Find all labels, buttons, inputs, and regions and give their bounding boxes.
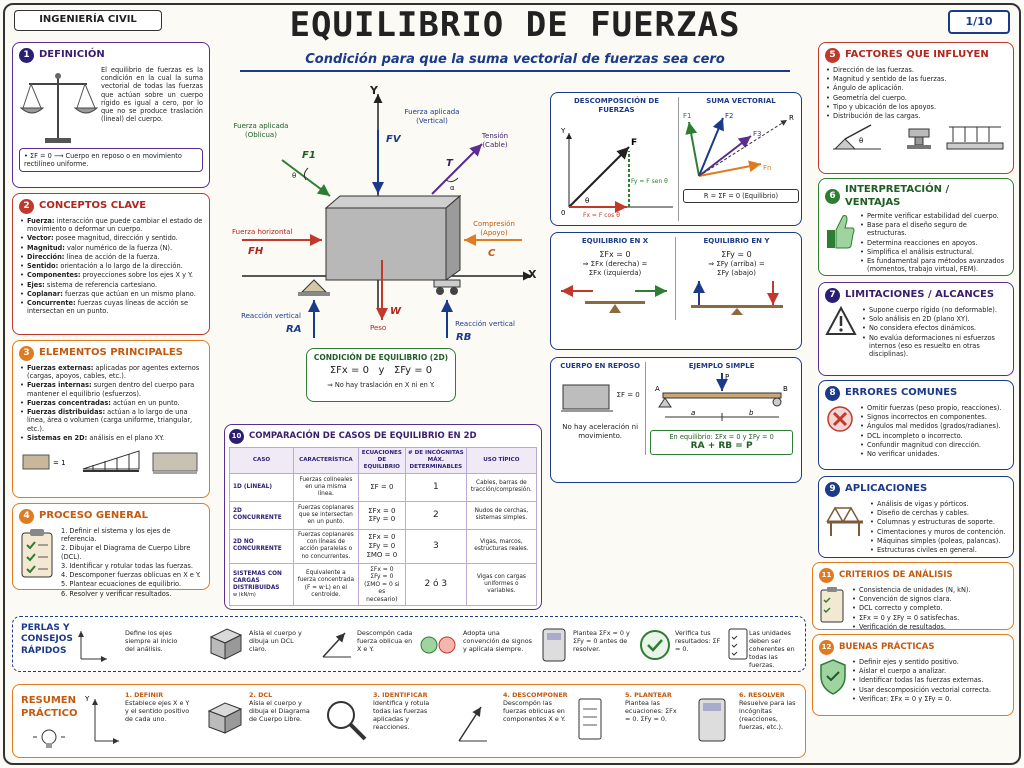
limitaciones-card [818, 282, 1014, 376]
clipboard-icon [19, 527, 55, 581]
table-header: # DE INCÓGNITAS MÁX. DETERMINABLES [405, 448, 466, 474]
factores-card [818, 42, 1014, 174]
block-top [326, 196, 460, 208]
svg-text:b: b [748, 408, 754, 417]
interpretacion-header [825, 184, 1007, 209]
list-item: • Verificar: ΣFx = 0 y ΣFy = 0. [859, 695, 991, 703]
table-header: ECUACIONES DE EQUILIBRIO [358, 448, 405, 474]
list-item: • Coplanar: fuerzas que actúan en un mismo plano. [27, 290, 203, 298]
errores-header [825, 386, 1007, 401]
equilibrio-x-title: EQUILIBRIO EN X [581, 237, 649, 245]
compression-label: C [488, 248, 496, 259]
list-item: • Tipo y ubicación de los apoyos. [833, 103, 1007, 111]
table-header: CASO [230, 448, 294, 474]
equilibrio-y-line1: ⇒ ΣFy (arriba) = [708, 259, 765, 268]
criterios-header [819, 568, 1007, 583]
list-item: • Fuerzas concentradas: actúan en un punto. [27, 399, 203, 407]
list-item: • Fuerzas externas: aplicadas por agentes externos (cargas, apoyos, cables, etc.). [27, 364, 203, 380]
list-item: • Ángulo de aplicación. [833, 84, 1007, 92]
svg-text:a: a [690, 408, 695, 417]
condicion-note: ⇒ No hay traslación en X ni en Y. [327, 380, 435, 389]
fv-caption: Fuerza aplicada (Vertical) [404, 108, 460, 125]
tension-caption: Tensión (Cable) [481, 132, 509, 149]
resumen-card [12, 684, 806, 758]
list-item: • Verificación de resultados. [859, 623, 971, 631]
svg-text:Y: Y [561, 126, 566, 135]
list-item: • Concurrente: fuerzas cuyas líneas de acción se intersectan en un punto. [27, 299, 203, 315]
factores-number: 5 [825, 48, 840, 63]
elementos-card [12, 340, 210, 498]
equilibrio-x-eq: ΣFx = 0 [599, 249, 631, 259]
list-item: • Dirección: línea de acción de la fuerza. [27, 253, 203, 261]
list-item: • Confundir magnitud con dirección. [867, 441, 1002, 449]
list-item: • Fuerzas distribuidas: actúan a lo largo de una línea, área o volumen (carga uniforme, triangular, etc.). [27, 408, 203, 433]
elementos-title: ELEMENTOS PRINCIPALES [39, 347, 183, 359]
buenas-number: 12 [819, 640, 834, 655]
list-item: • DCL incompleto o incorrecto. [867, 432, 1002, 440]
resumen-step-5: 5. PLANTEAR Plantea las ecuaciones: ΣFx = 0. ΣFy = 0. [625, 691, 677, 723]
resumen-step-1: 1. DEFINIR Establece ejes X e Y y el sentido positivo de cada uno. [125, 691, 190, 723]
list-item: • Omitir fuerzas (peso propio, reacciones). [867, 404, 1002, 412]
page-title: EQUILIBRIO DE FUERZAS [289, 5, 741, 45]
condicion-card [306, 348, 456, 402]
list-item: • Sistemas en 2D: análisis en el plano XY. [27, 434, 203, 442]
list-item: • Solo análisis en 2D (plano XY). [869, 315, 1007, 323]
list-item: • Máquinas simples (poleas, palancas). [877, 537, 1005, 545]
list-item: • Permite verificar estabilidad del cuerpo. [867, 212, 1007, 220]
perlas-title: PERLAS Y CONSEJOS RÁPIDOS [21, 623, 73, 656]
condicion-equations: ΣFx = 0 y ΣFy = 0 [329, 365, 433, 377]
equilibrio-xy-card [550, 232, 802, 350]
comparacion-title: COMPARACIÓN DE CASOS DE EQUILIBRIO EN 2D [249, 431, 477, 442]
limitaciones-list [861, 306, 1007, 359]
svg-text:θ: θ [859, 137, 864, 146]
thumbs-up-icon [825, 212, 855, 252]
limitaciones-title: LIMITACIONES / ALCANCES [845, 289, 995, 301]
list-item: • Ejes: sistema de referencia cartesiano. [27, 281, 203, 289]
list-item: • Magnitud: valor numérico de la fuerza (N). [27, 244, 203, 252]
list-item: • Es fundamental para métodos avanzados (momentos, trabajo virtual, FEM). [867, 257, 1007, 273]
table-header: USO TÍPICO [466, 448, 536, 474]
equilibrio-x-line1: ⇒ ΣFx (derecha) = [582, 259, 648, 268]
list-item: • Dirección de las fuerzas. [833, 66, 1007, 74]
tip-text: Verifica tus resultados: ΣF = 0. [675, 629, 721, 653]
definicion-formula: • ΣF = 0 ⟶ Cuerpo en reposo o en movimiento rectilíneo uniforme. [19, 148, 203, 172]
list-item: • Sentido: orientación a lo largo de la dirección. [27, 262, 203, 270]
reposo-title: CUERPO EN REPOSO [560, 362, 641, 370]
interpretacion-list [859, 212, 1007, 275]
simple-beam-diagram [647, 371, 797, 427]
conceptos-list [19, 217, 203, 316]
list-item: 2. Dibujar el Diagrama de Cuerpo Libre (DCL). [61, 544, 191, 561]
svg-text:F1: F1 [683, 111, 692, 120]
list-item: • Vector: posee magnitud, dirección y sentido. [27, 234, 203, 242]
criterios-card [812, 562, 1014, 630]
table-row: 1D (LINEAL) Fuerzas colineales en una misma línea. ΣF = 0 1 Cables, barras de tracción/compresión. [230, 473, 537, 501]
fh-caption: Fuerza horizontal [232, 228, 293, 236]
list-item: • Fuerza: interacción que puede cambiar el estado de movimiento o deformar un cuerpo. [27, 217, 203, 233]
svg-text:A: A [654, 384, 660, 393]
roller-support [434, 280, 460, 287]
svg-text:Fy = F sen θ: Fy = F sen θ [631, 177, 668, 185]
elementos-number: 3 [19, 346, 34, 361]
interpretacion-title: INTERPRETACIÓN / VENTAJAS [845, 184, 950, 208]
svg-text:B: B [782, 384, 788, 393]
equilibrio-y-title: EQUILIBRIO EN Y [703, 237, 770, 245]
factores-title: FACTORES QUE INFLUYEN [845, 49, 989, 61]
block [326, 208, 446, 280]
comparacion-header [229, 429, 537, 444]
aplicaciones-title: APLICACIONES [845, 483, 928, 495]
list-item: • Análisis de vigas y pórticos. [877, 500, 1005, 508]
table-row: 2D NO CONCURRENTE Fuerzas coplanares con líneas de acción paralelas o no concurrentes. ΣFx = 0 ΣFy = 0 ΣMO = 0 3 Vigas, marcos, estructuras reales. [230, 529, 537, 563]
definicion-text: El equilibrio de fuerzas es la condición en la cual la suma vectorial de todas las fuerzas que actúan sobre un cuerpo rígido es igual a cero, por lo que no se produce traslación (lineal) del cuerpo. [101, 66, 203, 124]
fv-label: FV [386, 134, 401, 145]
list-item: • Simplifica el análisis estructural. [867, 248, 1007, 256]
compression-caption: Compresión (Apoyo) [473, 220, 515, 237]
decomposition-diagram [555, 115, 679, 219]
limitaciones-number: 7 [825, 288, 840, 303]
factors-illustration [825, 121, 1009, 155]
weight-label: W [390, 306, 402, 317]
buenas-list [851, 658, 991, 704]
equilibrio-x-line2: ΣFx (izquierda) [588, 268, 642, 277]
descomposicion-title: DESCOMPOSICIÓN DE FUERZAS [574, 97, 659, 114]
criterios-number: 11 [819, 568, 834, 583]
elementos-list [19, 364, 203, 442]
list-item: • Magnitud y sentido de las fuerzas. [833, 75, 1007, 83]
svg-text:θ: θ [585, 196, 590, 205]
conceptos-header [19, 199, 203, 214]
aplicaciones-card [818, 476, 1014, 558]
list-item: 4. Descomponer fuerzas oblicuas en X e Y. [61, 571, 201, 580]
f1-label: F1 [302, 150, 316, 161]
limitaciones-header [825, 288, 1007, 303]
aplicaciones-number: 9 [825, 482, 840, 497]
x-axis-label: X [528, 268, 537, 281]
tip-text: Adopta una convención de signos y aplícala siempre. [463, 629, 532, 653]
lightbulb-icon [31, 727, 67, 751]
svg-text:F3: F3 [753, 129, 762, 138]
list-item: • Columnas y estructuras de soporte. [877, 518, 1005, 526]
conceptos-number: 2 [19, 199, 34, 214]
list-item: • Definir ejes y sentido positivo. [859, 658, 991, 666]
list-item: • Fuerzas internas: surgen dentro del cuerpo para mantener el equilibrio (esfuerzos). [27, 381, 203, 397]
list-item: • No evalúa deformaciones ni esfuerzos internos (eso es resuelto en otras disciplinas). [869, 334, 1007, 359]
interpretacion-card [818, 178, 1014, 276]
elementos-header [19, 346, 203, 361]
alpha-label: α [450, 184, 455, 192]
balance-scale-icon [19, 66, 97, 146]
comparacion-number: 10 [229, 429, 244, 444]
list-item: • Geometría del cuerpo. [833, 94, 1007, 102]
y-axis-label: Y [370, 84, 378, 97]
block-side [446, 196, 460, 280]
checklist-icon [819, 586, 847, 626]
aplicaciones-list [869, 500, 1005, 555]
list-item: • Componentes: proyecciones sobre los ejes X y Y. [27, 271, 203, 279]
list-item: • Aislar el cuerpo a analizar. [859, 667, 991, 675]
proceso-number: 4 [19, 509, 34, 524]
page-subtitle: Condición para que la suma vectorial de fuerzas sea cero [240, 52, 790, 72]
interpretacion-number: 6 [825, 189, 840, 204]
tip-text: Las unidades deben ser coherentes en todas las fuerzas. [749, 629, 795, 669]
vector-sum-result: R = ΣF = 0 (Equilibrio) [683, 189, 799, 203]
list-item: • ΣFx = 0 y ΣFy = 0 satisfechas. [859, 614, 971, 622]
suma-vectorial-title: SUMA VECTORIAL [706, 97, 776, 105]
list-item: • Base para el diseño seguro de estructuras. [867, 221, 1007, 237]
resumen-step-2: 2. DCL Aísla el cuerpo y dibuja el Diagrama de Cuerpo Libre. [249, 691, 310, 723]
errores-number: 8 [825, 386, 840, 401]
reposo-eq: ΣF = 0 [616, 391, 640, 400]
proceso-header [19, 509, 203, 524]
tip-text: Define los ejes siempre al inicio del análisis. [125, 629, 178, 653]
resumen-title: RESUMEN PRÁCTICO [21, 695, 78, 719]
reaction-a-caption: Reacción vertical [241, 312, 301, 320]
conceptos-card [12, 193, 210, 335]
proceso-steps [61, 527, 203, 599]
svg-text:= 1: = 1 [53, 459, 66, 468]
error-x-icon [825, 404, 855, 434]
factores-list [825, 66, 1007, 120]
buenas-title: BUENAS PRÁCTICAS [839, 642, 935, 653]
list-item: • Cimentaciones y muros de contención. [877, 528, 1005, 536]
definicion-card [12, 42, 210, 188]
theta-label: θ [292, 172, 297, 180]
table-row: 2D CONCURRENTE Fuerzas coplanares que se intersectan en un punto. ΣFx = 0 ΣFy = 0 2 Nudos de cerchas, sistemas simples. [230, 501, 537, 529]
resumen-step-3: 3. IDENTIFICAR Identifica y rotula todas las fuerzas aplicadas y reacciones. [373, 691, 430, 731]
definicion-header [19, 48, 203, 63]
weight-caption: Peso [370, 324, 387, 332]
proceso-title: PROCESO GENERAL [39, 510, 148, 522]
svg-text:Y: Y [85, 695, 90, 703]
svg-text:R: R [789, 113, 794, 122]
definicion-number: 1 [19, 48, 34, 63]
comparacion-card [224, 424, 542, 610]
list-item: • Convención de signos clara. [859, 595, 971, 603]
list-item: • Ángulos mal medidos (grados/radianes). [867, 422, 1002, 430]
reaction-b-label: RB [456, 332, 472, 343]
list-item: • Usar descomposición vectorial correcta. [859, 686, 991, 694]
svg-text:F: F [631, 137, 638, 148]
reaction-b-caption: Reacción vertical [455, 320, 515, 328]
conceptos-title: CONCEPTOS CLAVE [39, 200, 147, 212]
resumen-step-4: 4. DESCOMPONER Descompón las fuerzas oblicuas en componentes X e Y. [503, 691, 568, 723]
reposo-card [550, 357, 802, 483]
free-body-diagram [222, 80, 542, 410]
list-item: • Signos incorrectos en componentes. [867, 413, 1002, 421]
list-item: 1. Definir el sistema y los ejes de referencia. [61, 527, 171, 544]
list-item: • Consistencia de unidades (N, kN). [859, 586, 971, 594]
buenas-card [812, 634, 1014, 716]
f1-caption: Fuerza aplicada (Oblicua) [233, 122, 289, 139]
list-item: • Supone cuerpo rígido (no deformable). [869, 306, 1007, 314]
svg-text:P: P [724, 372, 729, 381]
criterios-list [851, 586, 971, 632]
svg-text:F2: F2 [725, 111, 734, 120]
equilibrio-y-line2: ΣFy (abajo) [717, 268, 756, 277]
list-item: • No considera efectos dinámicos. [869, 324, 1007, 332]
ejemplo-title: EJEMPLO SIMPLE [688, 362, 755, 370]
pin-support [302, 280, 326, 292]
list-item: • Identificar todas las fuerzas externas. [859, 676, 991, 684]
bridge-icon [825, 500, 865, 540]
svg-text:Fn: Fn [763, 163, 772, 172]
reaction-a-label: RA [286, 324, 302, 335]
descomposicion-card [550, 92, 802, 226]
equilibrio-y-eq: ΣFy = 0 [721, 249, 752, 259]
tip-text: Aísla el cuerpo y dibuja un DCL claro. [249, 629, 302, 653]
list-item: 3. Identificar y rotular todas las fuerzas. [61, 561, 193, 570]
balance-y-illustration [677, 277, 797, 317]
list-item: • Estructuras civiles en general. [877, 546, 1005, 554]
criterios-title: CRITERIOS DE ANÁLISIS [839, 570, 953, 581]
tension-arrow [432, 144, 482, 194]
definicion-title: DEFINICIÓN [39, 49, 105, 61]
proceso-card [12, 503, 210, 598]
table-header: CARACTERÍSTICA [294, 448, 359, 474]
errores-title: ERRORES COMUNES [845, 387, 958, 399]
load-types-illustration [19, 445, 205, 479]
page-number: 1/10 [948, 10, 1010, 34]
buenas-header [819, 640, 1007, 655]
vector-sum-diagram [679, 106, 803, 184]
list-item: • No verificar unidades. [867, 450, 1002, 458]
tip-text: Descompón cada fuerza oblicua en X e Y. [357, 629, 413, 653]
tip-text: Plantea ΣFx = 0 y ΣFy = 0 antes de resolver. [573, 629, 630, 653]
perlas-card [12, 616, 806, 672]
errores-card [818, 380, 1014, 470]
comparison-table [229, 447, 537, 606]
list-item: 5. Plantear ecuaciones de equilibrio. [61, 580, 182, 589]
svg-text:0: 0 [561, 208, 566, 217]
aplicaciones-header [825, 482, 1007, 497]
category-tag: INGENIERÍA CIVIL [14, 10, 162, 31]
list-item: • Diseño de cerchas y cables. [877, 509, 1005, 517]
warning-icon [825, 306, 857, 336]
tension-label: T [446, 158, 453, 169]
list-item: 6. Resolver y verificar resultados. [61, 589, 172, 598]
table-row: SISTEMAS CON CARGAS DISTRIBUIDAS w (kN/m) Equivalente a fuerza concentrada (F = w·L) en el centroide. ΣFx = 0 ΣFy = 0 (ΣMO = 0 si es necesario) 2 ó 3 Vigas con cargas uniformes o variables. [230, 563, 537, 606]
resting-block-icon [561, 379, 613, 413]
list-item: • Distribución de las cargas. [833, 112, 1007, 120]
fh-label: FH [248, 246, 264, 257]
balance-x-illustration [555, 277, 675, 317]
ejemplo-equations: En equilibrio: ΣFx = 0 y ΣFy = 0 RA + RB = P [650, 430, 793, 455]
factores-header [825, 48, 1007, 63]
list-item: • Determina reacciones en apoyos. [867, 239, 1007, 247]
condicion-title: CONDICIÓN DE EQUILIBRIO (2D) [313, 353, 449, 362]
reposo-text: No hay aceleración ni movimiento. [562, 422, 639, 440]
resumen-step-6: 6. RESOLVER Resuelve para las incógnitas (reacciones, fuerzas, etc.). [739, 691, 796, 731]
errores-list [859, 404, 1002, 459]
force-f1-arrow [282, 160, 330, 196]
list-item: • DCL correcto y completo. [859, 604, 971, 612]
svg-text:Fx = F cos θ: Fx = F cos θ [583, 211, 620, 219]
